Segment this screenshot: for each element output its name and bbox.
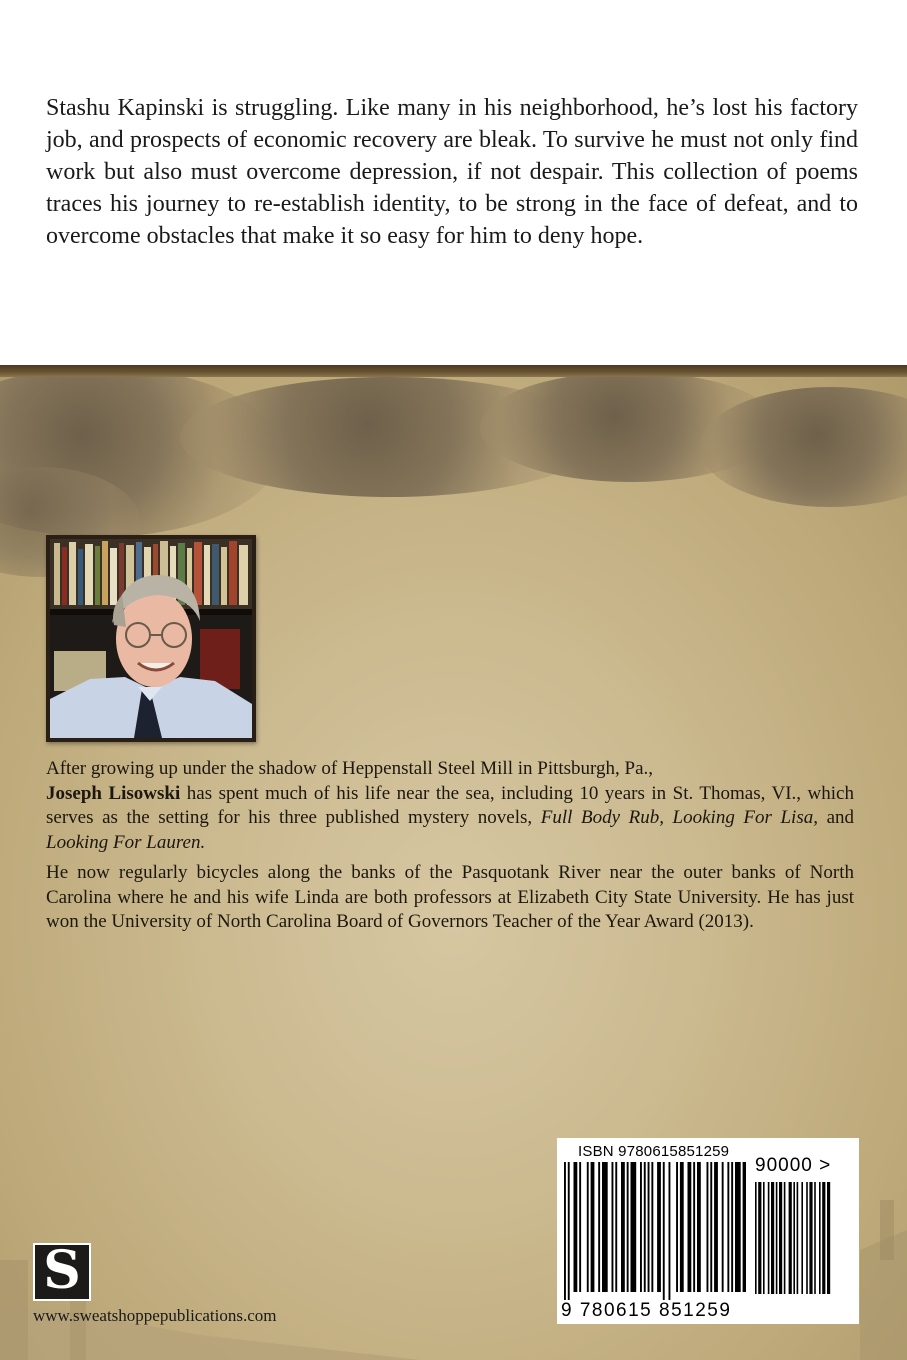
barcode-bar [680,1162,684,1292]
barcode-addon-bars [755,1182,839,1310]
barcode-bar [793,1182,795,1294]
barcode-bar [797,1182,799,1294]
barcode-bar [822,1182,825,1294]
barcode-bar [574,1162,578,1292]
barcode-bar [755,1182,757,1294]
author-portrait-image [50,539,252,738]
bio-intro-text: After growing up under the shadow of Heppenstall Steel Mill in Pittsburgh, Pa., [46,758,654,779]
barcode-bar [621,1162,625,1292]
author-photo [46,535,256,742]
barcode-bar [731,1162,733,1292]
barcode-bar [627,1162,629,1292]
barcode-bar [714,1162,718,1292]
author-bio-paragraph-2: He now regularly bicycles along the banks of the Pasquotank River near the outer banks of North Carolina where he and his wife Linda are both professors at Elizabeth City State University. He has just won the University of North Carolina Board of Governors Teacher of the Year Award (2013). [46,862,854,932]
bio-and-text: and [817,807,854,828]
barcode-bar [676,1162,678,1292]
barcode-main-bars [564,1162,746,1312]
barcode-bar [688,1162,692,1292]
barcode-bar [735,1162,741,1292]
barcode-bar [827,1182,830,1294]
barcode-bar [743,1162,746,1292]
barcode-bar [564,1162,566,1300]
barcode-bar [640,1162,642,1292]
barcode-bar [651,1162,653,1292]
isbn-barcode [557,1138,859,1324]
barcode-bar [809,1182,812,1294]
barcode-bar [776,1182,778,1294]
barcode-bar [598,1162,600,1292]
publisher-website: www.sweatshoppepublications.com [33,1306,277,1325]
barcode-bar [612,1162,614,1292]
barcode-bar [758,1182,761,1294]
barcode-bar [657,1162,661,1292]
author-bio-paragraph-1 [46,757,854,855]
barcode-bar [663,1162,665,1300]
barcode-bar [644,1162,646,1292]
barcode-bar [814,1182,816,1294]
publisher-logo-letter: S [43,1243,81,1301]
author-name: Joseph Lisowski [46,782,181,804]
barcode-bar [771,1182,774,1294]
bio-middle-text: has spent much of his life near the sea, including 10 years in St. Thomas, VI., which serves as the setting for his three published mystery novels, [46,782,854,828]
barcode-bar [568,1162,570,1300]
isbn-label: ISBN 9780615851259 [578,1143,730,1160]
barcode-bar [819,1182,821,1294]
blurb-section [0,0,907,365]
barcode-bar [579,1162,581,1292]
barcode-bar [806,1182,808,1294]
barcode-bar [587,1162,589,1292]
isbn-digits: 9 780615 851259 [561,1300,732,1321]
barcode-bar [693,1162,695,1292]
novel-title-last: Looking For Lauren. [46,831,206,853]
novel-titles: Full Body Rub, Looking For Lisa, [540,807,818,828]
barcode-bar [789,1182,792,1294]
barcode-bar [710,1162,712,1292]
barcode-bar [784,1182,786,1294]
barcode-bar [591,1162,595,1292]
barcode-bar [631,1162,637,1292]
price-code: 90000 > [755,1155,832,1176]
section-divider [0,365,907,377]
barcode-bar [615,1162,617,1292]
barcode-bar [768,1182,770,1294]
back-cover-blurb: Stashu Kapinski is struggling. Like many in his neighborhood, he’s lost his factory job, and prospects of economic recovery are bleak. To survive he must not only find work but also must overcome depression, if not despair. This collection of poems traces his journey to re-establish identity, to be strong in the face of defeat, and to overcome obstacles that make it so easy for him to deny hope. [46,95,858,249]
barcode-bar [779,1182,782,1294]
barcode-bar [801,1182,803,1294]
barcode-bar [763,1182,765,1294]
barcode-bar [648,1162,650,1292]
barcode-bar [722,1162,724,1292]
barcode-bar [697,1162,701,1292]
barcode-bar [727,1162,729,1292]
barcode-bar [669,1162,671,1300]
barcode-bar [707,1162,709,1292]
publisher-logo [33,1243,91,1301]
barcode-bar [602,1162,608,1292]
